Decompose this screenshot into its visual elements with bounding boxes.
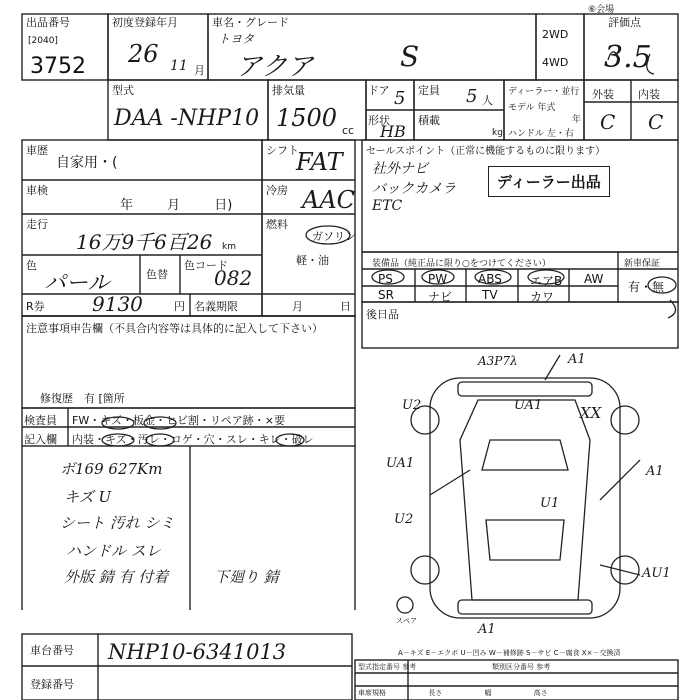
- int-label: 内装: [638, 88, 660, 101]
- footer-ref-2: 類別区分番号 参考: [492, 663, 551, 671]
- color-label: 色: [26, 259, 37, 272]
- legend: A－キズ E－エクボ U－凹み W－補修跡 S－サビ C－腐食 X×－交換済: [398, 649, 621, 657]
- sales-item-3: ETC: [372, 198, 403, 214]
- back-label: 後日品: [366, 308, 399, 321]
- mark-11: A1: [478, 622, 496, 637]
- disp-value: 1500: [276, 104, 338, 132]
- handle-label: ハンドル 左・右: [508, 129, 574, 139]
- equip-airbag: エアB: [530, 274, 563, 288]
- note-4: ハンドル スレ: [66, 542, 161, 560]
- equipment-title: 装備品（純正品に限り○をつけてください）: [372, 259, 551, 269]
- caution-label: 注意事項申告欄（不具合内容等は具体的に記入して下さい）: [26, 322, 323, 335]
- fuel-light: 軽・油: [296, 254, 329, 267]
- door-label: ドア: [368, 84, 390, 97]
- name-label: 車名・グレード: [212, 16, 289, 29]
- recorder-label: 記入欄: [24, 433, 57, 446]
- model-year-label: モデル 年式: [508, 103, 556, 113]
- shape-value: HB: [380, 122, 406, 141]
- score: 3.5: [604, 40, 652, 75]
- mark-3: U2: [402, 398, 422, 413]
- mark-2: A1: [568, 352, 586, 367]
- fuel-label: 燃料: [266, 218, 288, 231]
- type-value: DAA -NHP10: [114, 106, 260, 131]
- lot-label: 出品番号: [26, 16, 70, 29]
- aircon-label: 冷房: [266, 184, 288, 197]
- fuel-gas: ガソリン: [312, 230, 356, 243]
- note-3: シート 汚れ シミ: [60, 514, 175, 532]
- r-unit: 円: [174, 300, 185, 313]
- deadline-month: 月: [292, 300, 303, 313]
- ext-label: 外装: [592, 88, 614, 101]
- shape-label: 形状: [368, 114, 390, 127]
- mark-6: UA1: [386, 456, 415, 471]
- car-diagram: [397, 355, 640, 618]
- check-row-2: 内装・キズ・汚レ・コゲ・穴・スレ・キレ・破レ: [72, 433, 314, 446]
- dealer-badge: ディーラー出品: [488, 166, 610, 197]
- sales-item-1: 社外ナビ: [372, 161, 428, 177]
- color-value: パール: [44, 271, 110, 296]
- equip-sr: SR: [378, 288, 394, 302]
- mark-5: XX: [580, 404, 602, 422]
- footer-ref-3: 車席規格 長さ 幅 高さ: [358, 689, 548, 697]
- deadline-day: 日: [340, 300, 351, 313]
- sales-item-2: バックカメラ: [372, 181, 456, 197]
- disp-unit: cc: [342, 124, 355, 137]
- new-warranty-value: 有・無: [628, 280, 665, 294]
- inspection-label: 車検: [26, 184, 48, 197]
- reg-label: 初度登録年月: [112, 16, 178, 29]
- note-2: キズ U: [64, 488, 112, 506]
- load-unit: kg: [492, 128, 503, 138]
- color-code-value: 082: [214, 266, 253, 290]
- mark-4: UA1: [514, 398, 543, 413]
- venue-text: ⑥会場: [588, 5, 615, 15]
- reg-year: 26: [128, 40, 159, 68]
- mark-9: U1: [540, 496, 560, 511]
- month-unit: 月: [194, 64, 205, 77]
- door-value: 5: [394, 88, 406, 109]
- equip-abs: ABS: [478, 272, 502, 286]
- footer-ref-1: 型式指定番号 参考: [358, 663, 417, 671]
- int-value: C: [648, 110, 664, 134]
- mark-1: A3P7λ: [478, 354, 518, 368]
- r-label: R券: [26, 300, 45, 313]
- reg-month: 11: [170, 58, 188, 74]
- mileage-label: 走行: [26, 218, 48, 231]
- mileage-value: 16万9千6百26: [76, 230, 213, 254]
- equip-pw: PW: [428, 272, 448, 286]
- shift-value: FAT: [296, 148, 343, 176]
- aircon-value: AAC: [302, 186, 356, 214]
- inspector-label: 検査員: [24, 414, 57, 427]
- color-no-label: 色替: [146, 268, 168, 281]
- score-label: 評価点: [608, 16, 641, 29]
- cap-value: 5: [466, 86, 478, 107]
- model-name: アクア: [236, 52, 314, 82]
- equip-tv: TV: [482, 288, 498, 302]
- shift-label: シフト: [266, 144, 299, 157]
- grade: S: [400, 40, 420, 73]
- dealer-label: ディーラー・並行: [508, 87, 580, 97]
- inspection-value: 年 月 日): [120, 198, 233, 213]
- maker: トヨタ: [218, 32, 255, 46]
- new-warranty-label: 新車保証: [624, 259, 661, 269]
- cap-label: 定員: [418, 84, 440, 97]
- color-code-label: 色コード: [184, 259, 228, 272]
- ext-value: C: [600, 110, 616, 134]
- equip-ps: PS: [378, 272, 393, 286]
- equip-aw: AW: [584, 272, 604, 286]
- usage-value: 自家用・(: [56, 155, 118, 171]
- cap-unit: 人: [482, 94, 493, 107]
- mark-10: AU1: [642, 566, 671, 581]
- mileage-unit: km: [222, 242, 236, 252]
- lot-number: 3752: [30, 54, 86, 79]
- equip-navi: ナビ: [428, 290, 453, 304]
- usage-label: 車歴: [26, 144, 48, 157]
- note-6: 下廻り 錆: [214, 568, 279, 586]
- disp-label: 排気量: [272, 84, 305, 97]
- note-1: ボ169 627Km: [60, 460, 163, 478]
- sales-title: セールスポイント（正常に機能するものに限ります）: [366, 146, 606, 157]
- deadline-label: 名義期限: [194, 300, 238, 313]
- drive-4wd: 4WD: [542, 56, 569, 69]
- r-value: 9130: [92, 292, 143, 316]
- repair-label: 修復歴 有 [箇所: [40, 392, 125, 405]
- equip-leather: カワ: [530, 290, 555, 304]
- mark-7: A1: [646, 464, 664, 479]
- chassis-label: 車台番号: [30, 644, 74, 657]
- drive-2wd: 2WD: [542, 28, 569, 41]
- load-label: 積載: [418, 114, 440, 127]
- registration-label: 登録番号: [30, 678, 74, 691]
- chassis-value: NHP10-6341013: [108, 640, 287, 664]
- check-row-1: FW・キズ・板金・ヒビ割・リペア跡・×要: [72, 414, 285, 427]
- mark-8: U2: [394, 512, 414, 527]
- note-5: 外版 錆 有 付着: [64, 568, 169, 586]
- year-unit: 年: [572, 115, 582, 125]
- spare-label: スペア: [396, 617, 417, 625]
- type-label: 型式: [112, 84, 134, 97]
- lot-code: [2040]: [28, 36, 58, 46]
